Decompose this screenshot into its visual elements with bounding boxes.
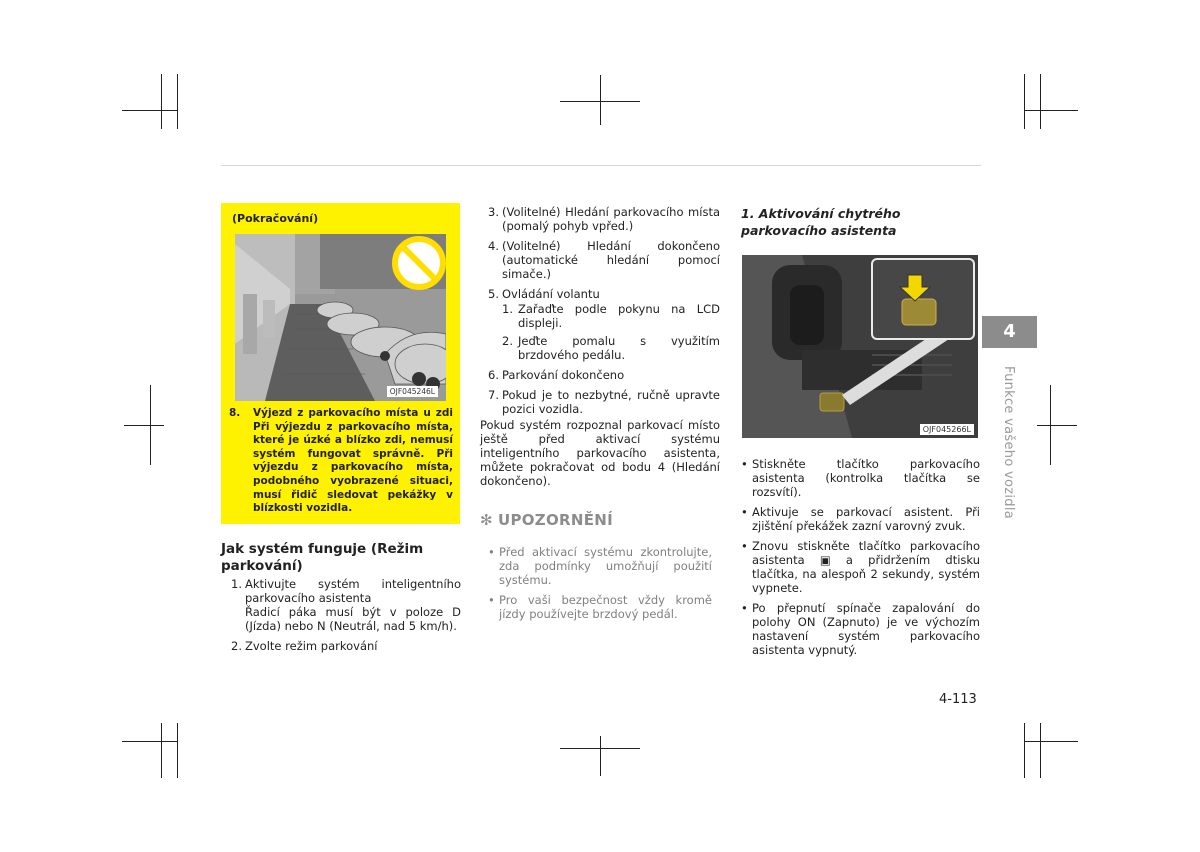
warning-item-text: Výjezd z parkovacího místa u zdi Při výjezdu z parkovacího místa, které je úzké a blízko zdi, nemusí systém fungovat správně. Při výjezdu z parkovacího místa, podobného vyobrazené situaci, musí řidič sledovat pekážky v blízkosti vozidla. bbox=[253, 407, 453, 515]
list-item bbox=[488, 368, 720, 382]
item-note: Řadicí páka musí být v poloze D (Jízda) nebo N (Neutrál, nad 5 km/h). bbox=[245, 605, 461, 633]
chapter-tab: 4 bbox=[982, 316, 1037, 348]
sub-item-text: Jeďte pomalu s využitím brzdového pedálu. bbox=[518, 334, 720, 362]
warning-heading: (Pokračování) bbox=[232, 212, 319, 225]
list-item bbox=[488, 388, 720, 416]
sub-item bbox=[502, 334, 720, 362]
item-number: 4. bbox=[488, 239, 499, 253]
right-heading: 1. Aktivování chytrého parkovacího asistenta bbox=[741, 206, 901, 238]
list-item bbox=[488, 205, 720, 233]
list-item bbox=[231, 577, 461, 633]
item-number: 5. bbox=[488, 287, 499, 301]
item-text: Parkování dokončeno bbox=[502, 368, 625, 382]
figure-code: OJF045246L bbox=[387, 386, 438, 397]
caution-list bbox=[488, 545, 712, 627]
sub-item-number: 1. bbox=[502, 302, 513, 316]
caution-heading bbox=[480, 510, 613, 529]
warning-item-number: 8. bbox=[229, 407, 241, 419]
left-column bbox=[221, 541, 461, 659]
item-text: Pokud je to nezbytné, ručně upravte pozici vozidla. bbox=[502, 388, 720, 416]
chapter-label-text: Funkce vašeho vozidla bbox=[1001, 366, 1016, 520]
parking-button-photo bbox=[742, 255, 978, 438]
item-number: 1. bbox=[231, 577, 242, 591]
caution-item: • Před aktivací systému zkontrolujte, zda podmínky umožňují použití systému. bbox=[488, 545, 712, 587]
page-number: 4-113 bbox=[939, 692, 977, 707]
item-text: (Volitelné) Hledání dokončeno (automatické hledání pomocí simače.) bbox=[502, 239, 720, 281]
item-number: 7. bbox=[488, 388, 499, 402]
section-heading: Jak systém funguje (Režim parkování) bbox=[221, 541, 424, 574]
bullet-item: • Po přepnutí spínače zapalování do polohy ON (Zapnuto) je ve výchozím nastavení systém parkovacího asistenta vypnutý. bbox=[741, 601, 980, 657]
sub-item bbox=[502, 302, 720, 330]
photo-code: OJF045266L bbox=[920, 424, 974, 435]
list-item bbox=[488, 239, 720, 281]
warning-item bbox=[229, 407, 453, 516]
item-text: Ovládání volantu bbox=[502, 287, 600, 301]
item-text: Aktivujte systém inteligentního parkovacího asistenta bbox=[245, 577, 461, 605]
caution-title: UPOZORNĚNÍ bbox=[497, 511, 614, 529]
list-item bbox=[231, 639, 461, 653]
middle-column bbox=[488, 205, 720, 422]
chapter-label bbox=[1002, 366, 1016, 526]
console-photo-icon bbox=[742, 255, 978, 438]
header-rule bbox=[221, 165, 981, 166]
warning-box bbox=[221, 203, 460, 524]
intro-paragraph: Pokud systém rozpoznal parkovací místo ještě před aktivací systému inteligentního parkovacího asistenta, můžete pokračovat od bodu 4 (Hledání dokončeno). bbox=[480, 418, 720, 488]
sub-item-text: Zařaďte podle pokynu na LCD displeji. bbox=[518, 302, 720, 330]
item-number: 6. bbox=[488, 368, 499, 382]
bullet-item: • Aktivuje se parkovací asistent. Při zjištění překážek zazní varovný zvuk. bbox=[741, 505, 980, 533]
item-number: 3. bbox=[488, 205, 499, 219]
bullet-item: • Stiskněte tlačítko parkovacího asistenta (kontrolka tlačítka se rozsvítí). bbox=[741, 457, 980, 499]
garage-scene-icon bbox=[235, 234, 446, 401]
item-number: 2. bbox=[231, 639, 242, 653]
caution-item: • Pro vaši bezpečnost vždy kromě jízdy používejte brzdový pedál. bbox=[488, 593, 712, 621]
right-bullets bbox=[741, 457, 980, 663]
item-text: (Volitelné) Hledání parkovacího místa (pomalý pohyb vpřed.) bbox=[502, 205, 720, 233]
sub-item-number: 2. bbox=[502, 334, 513, 348]
bullet-item: • Znovu stiskněte tlačítko parkovacího asistenta ▣ a přidržením dtisku tlačítka, na alespoň 2 sekundy, systém vypnete. bbox=[741, 539, 980, 595]
parking-wall-illustration bbox=[235, 234, 446, 401]
list-item bbox=[488, 287, 720, 362]
caution-symbol: ✻ bbox=[480, 511, 493, 529]
item-text: Zvolte režim parkování bbox=[245, 639, 378, 653]
